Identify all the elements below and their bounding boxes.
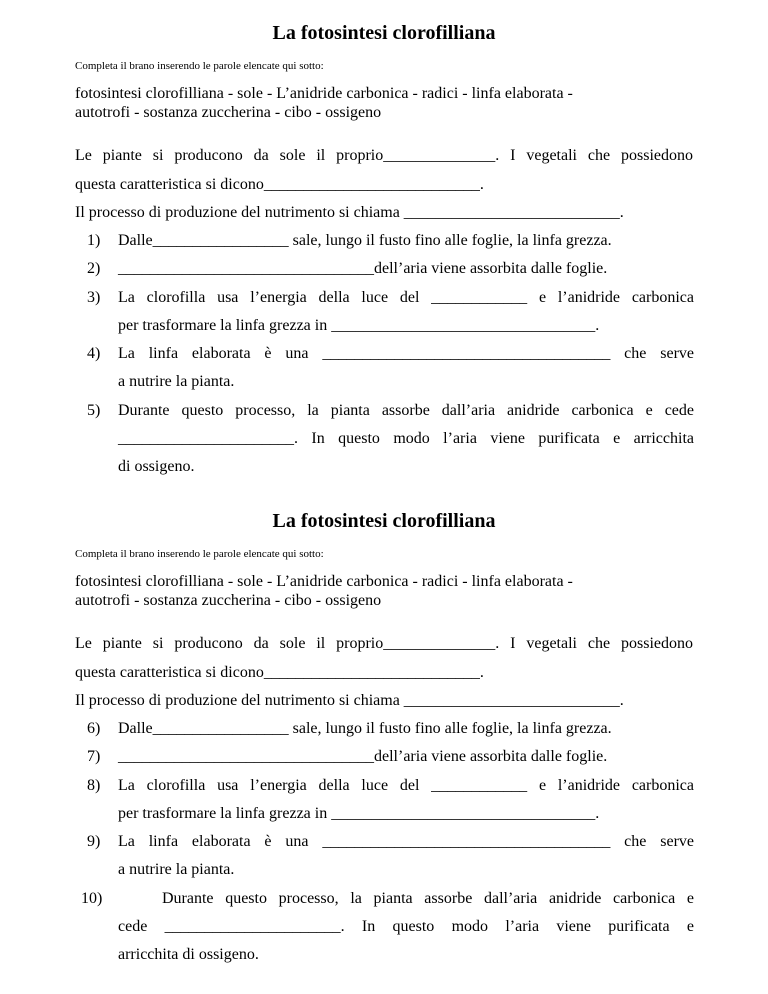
list-item-number: 10) — [81, 890, 103, 907]
list-item-number: 3) — [87, 289, 101, 306]
paragraph-2: Il processo di produzione del nutrimento si chiama ___________________________. — [75, 692, 624, 709]
word-list-line-2: autotrofi - sostanza zuccherina - cibo - ossigeno — [75, 592, 382, 609]
list-item-number: 7) — [87, 748, 101, 765]
word-list-line-1: fotosintesi clorofilliana - sole - L’anidride carbonica - radici - linfa elaborata - — [75, 85, 573, 102]
paragraph-2: Il processo di produzione del nutrimento si chiama ___________________________. — [75, 204, 624, 221]
paragraph-1-line-2: questa caratteristica si dicono___________________________. — [75, 664, 484, 681]
list-item-continuation: a nutrire la pianta. — [118, 861, 235, 878]
paragraph-1-line-1: Le piante si producono da sole il proprio______________. I vegetali che possiedono — [75, 635, 693, 652]
page-title: La fotosintesi clorofilliana — [272, 22, 496, 44]
list-item-continuation: arricchita di ossigeno. — [118, 946, 259, 963]
list-item-text: Durante questo processo, la pianta assorbe dall’aria anidride carbonica e — [162, 890, 694, 907]
list-item-continuation: ______________________. In questo modo l’aria viene purificata e arricchita — [118, 430, 694, 447]
paragraph-1-line-2: questa caratteristica si dicono___________________________. — [75, 176, 484, 193]
paragraph-1-line-1: Le piante si producono da sole il proprio______________. I vegetali che possiedono — [75, 147, 693, 164]
list-item-number: 1) — [87, 232, 101, 249]
list-item-text: ________________________________dell’aria viene assorbita dalle foglie. — [118, 260, 608, 277]
list-item-text: La linfa elaborata è una ____________________________________ che serve — [118, 345, 694, 362]
instruction-text: Completa il brano inserendo le parole elencate qui sotto: — [75, 60, 324, 72]
list-item-text: ________________________________dell’aria viene assorbita dalle foglie. — [118, 748, 608, 765]
word-list — [75, 572, 693, 610]
list-item-continuation: di ossigeno. — [118, 458, 195, 475]
list-item-number: 5) — [87, 402, 101, 419]
word-list — [75, 84, 693, 122]
instruction-text: Completa il brano inserendo le parole elencate qui sotto: — [75, 548, 324, 560]
list-item-text: La linfa elaborata è una ____________________________________ che serve — [118, 833, 694, 850]
list-item-number: 4) — [87, 345, 101, 362]
list-item-text: Dalle_________________ sale, lungo il fusto fino alle foglie, la linfa grezza. — [118, 720, 612, 737]
word-list-line-2: autotrofi - sostanza zuccherina - cibo - ossigeno — [75, 104, 382, 121]
list-item-continuation: cede ______________________. In questo modo l’aria viene purificata e — [118, 918, 694, 935]
list-item-text: Dalle_________________ sale, lungo il fusto fino alle foglie, la linfa grezza. — [118, 232, 612, 249]
list-item-number: 9) — [87, 833, 101, 850]
list-item-number: 6) — [87, 720, 101, 737]
page-title: La fotosintesi clorofilliana — [272, 510, 496, 532]
list-item-text: La clorofilla usa l’energia della luce del ____________ e l’anidride carbonica — [118, 777, 694, 794]
word-list-line-1: fotosintesi clorofilliana - sole - L’anidride carbonica - radici - linfa elaborata - — [75, 573, 573, 590]
list-item-continuation: a nutrire la pianta. — [118, 373, 235, 390]
list-item-continuation: per trasformare la linfa grezza in _________________________________. — [118, 317, 600, 334]
list-item-continuation: per trasformare la linfa grezza in _________________________________. — [118, 805, 600, 822]
list-item-text: Durante questo processo, la pianta assorbe dall’aria anidride carbonica e cede — [118, 402, 694, 419]
list-item-text: La clorofilla usa l’energia della luce del ____________ e l’anidride carbonica — [118, 289, 694, 306]
list-item-number: 2) — [87, 260, 101, 277]
list-item-number: 8) — [87, 777, 101, 794]
